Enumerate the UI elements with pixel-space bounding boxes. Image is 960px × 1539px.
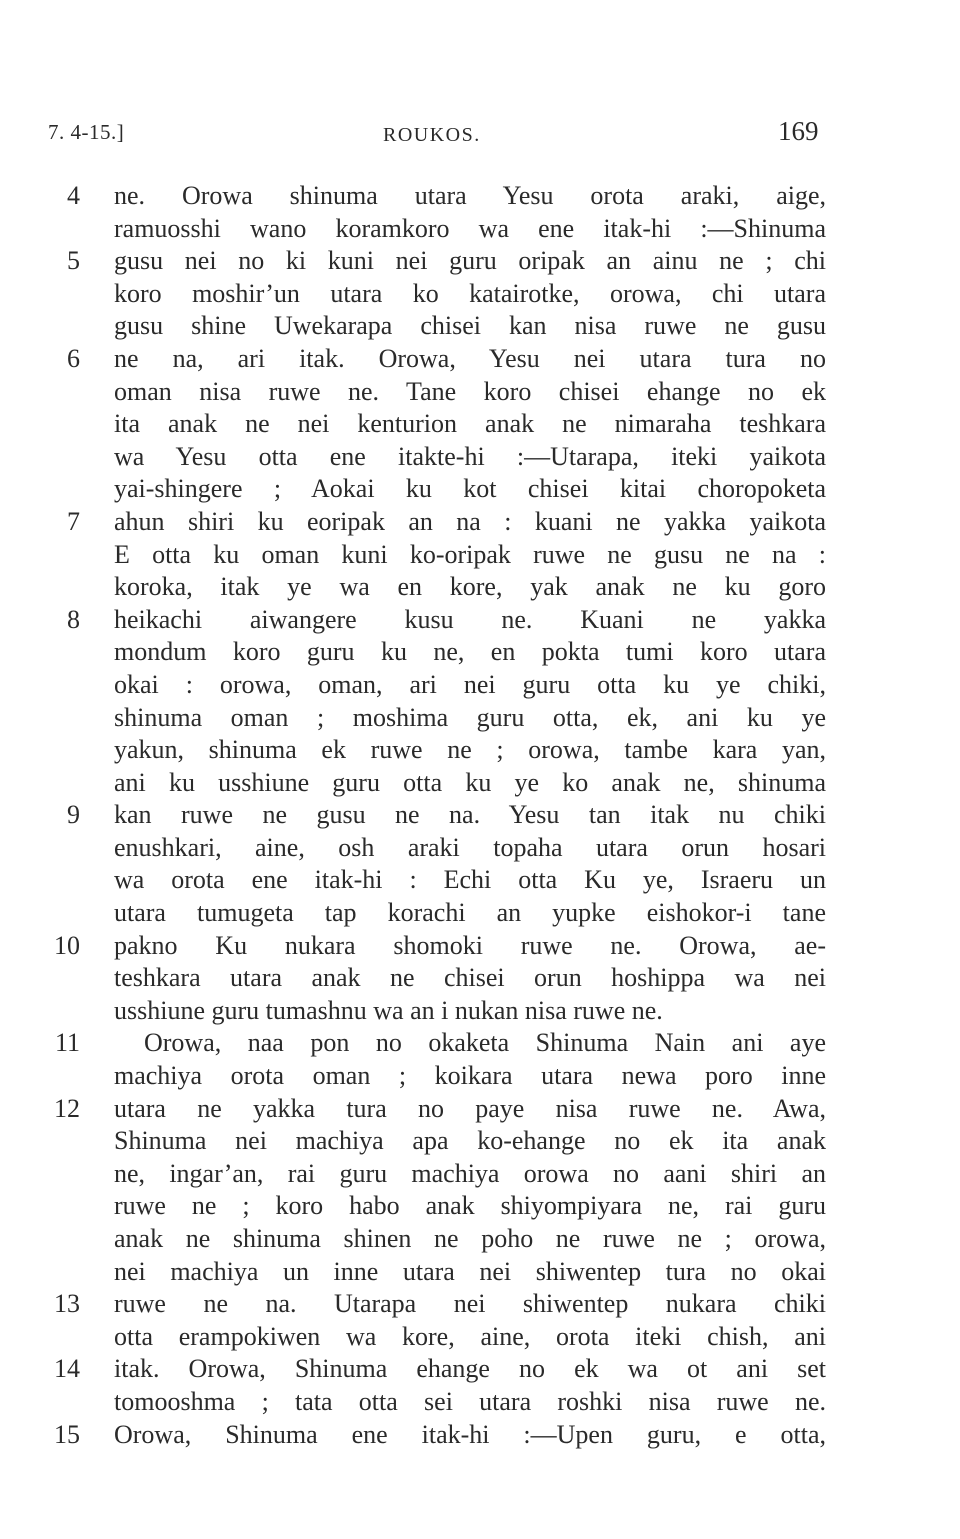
line-text: oman nisa ruwe ne. Tane koro chisei ehange no ek <box>114 376 826 406</box>
text-line <box>0 1256 960 1289</box>
text-line <box>0 962 960 995</box>
line-text: itak. Orowa, Shinuma ehange no ek wa ot ani set <box>114 1354 826 1384</box>
line-text: E otta ku oman kuni ko-oripak ruwe ne gusu ne na : <box>114 539 826 569</box>
verse-number: 6 <box>67 343 80 373</box>
text-line <box>0 180 960 213</box>
text-line <box>0 1060 960 1093</box>
line-text: yai-shingere ; Aokai ku kot chisei kitai choropoketa <box>114 474 826 504</box>
line-text: ruwe ne na. Utarapa nei shiwentep nukara chiki <box>114 1289 826 1319</box>
chapter-verse-reference: 7. 4-15.] <box>48 120 125 144</box>
text-line <box>0 995 960 1028</box>
text-line <box>0 799 960 832</box>
text-body <box>0 180 960 1451</box>
line-text: ahun shiri ku eoripak an na : kuani ne yakka yaikota <box>114 506 826 536</box>
line-text: Shinuma nei machiya apa ko-ehange no ek ita anak <box>114 1126 826 1156</box>
line-text: koro moshir’un utara ko katairotke, orowa, chi utara <box>114 278 826 308</box>
text-line <box>0 1223 960 1256</box>
text-line <box>0 539 960 572</box>
page-header <box>48 116 828 152</box>
text-line <box>0 473 960 506</box>
verse-number: 12 <box>54 1093 80 1123</box>
text-line <box>0 930 960 963</box>
verse-number: 7 <box>67 506 80 536</box>
text-line <box>0 506 960 539</box>
line-text: ne na, ari itak. Orowa, Yesu nei utara tura no <box>114 343 826 373</box>
line-text: ani ku usshiune guru otta ku ye ko anak ne, shinuma <box>114 767 826 797</box>
text-line <box>0 1353 960 1386</box>
line-text: gusu nei no ki kuni nei guru oripak an ainu ne ; chi <box>114 246 826 276</box>
line-text: Orowa, Shinuma ene itak-hi :—Upen guru, e otta, <box>114 1419 826 1449</box>
text-line <box>0 1288 960 1321</box>
text-line <box>0 1027 960 1060</box>
line-text: ita anak ne nei kenturion anak ne nimaraha teshkara <box>114 409 826 439</box>
line-text: okai : orowa, oman, ari nei guru otta ku ye chiki, <box>114 669 826 699</box>
line-text: enushkari, aine, osh araki topaha utara orun hosari <box>114 832 826 862</box>
line-text: kan ruwe ne gusu ne na. Yesu tan itak nu chiki <box>114 800 826 830</box>
line-text: usshiune guru tumashnu wa an i nukan nisa ruwe ne. <box>114 995 663 1025</box>
line-text: nei machiya un inne utara nei shiwentep tura no okai <box>114 1256 826 1286</box>
line-text: pakno Ku nukara shomoki ruwe ne. Orowa, ae- <box>114 930 826 960</box>
text-line <box>0 213 960 246</box>
text-line <box>0 1386 960 1419</box>
verse-number: 13 <box>54 1289 80 1319</box>
text-line <box>0 1158 960 1191</box>
text-line <box>0 1419 960 1452</box>
line-text: heikachi aiwangere kusu ne. Kuani ne yakka <box>114 604 826 634</box>
text-line <box>0 376 960 409</box>
line-text: utara ne yakka tura no paye nisa ruwe ne. Awa, <box>114 1093 826 1123</box>
line-text: wa Yesu otta ene itakte-hi :—Utarapa, iteki yaikota <box>114 441 826 471</box>
line-text: koroka, itak ye wa en kore, yak anak ne ku goro <box>114 572 826 602</box>
text-line <box>0 604 960 637</box>
text-line <box>0 734 960 767</box>
line-text: ramuosshi wano koramkoro wa ene itak-hi :—Shinuma <box>114 213 826 243</box>
line-text: tomooshma ; tata otta sei utara roshki nisa ruwe ne. <box>114 1386 826 1416</box>
text-line <box>0 767 960 800</box>
text-line <box>0 245 960 278</box>
text-line <box>0 571 960 604</box>
line-text: ne, ingar’an, rai guru machiya orowa no aani shiri an <box>114 1158 826 1188</box>
line-text: ruwe ne ; koro habo anak shiyompiyara ne, rai guru <box>114 1191 826 1221</box>
line-text: teshkara utara anak ne chisei orun hoshippa wa nei <box>114 963 826 993</box>
line-text: otta erampokiwen wa kore, aine, orota iteki chish, ani <box>114 1321 826 1351</box>
verse-number: 9 <box>67 800 80 830</box>
line-text: shinuma oman ; moshima guru otta, ek, ani ku ye <box>114 702 826 732</box>
text-line <box>0 1190 960 1223</box>
text-line <box>0 636 960 669</box>
line-text: Orowa, naa pon no okaketa Shinuma Nain ani aye <box>144 1028 826 1058</box>
text-line <box>0 441 960 474</box>
line-text: gusu shine Uwekarapa chisei kan nisa ruwe ne gusu <box>114 311 826 341</box>
verse-number: 15 <box>54 1419 80 1449</box>
verse-number: 5 <box>67 246 80 276</box>
text-line <box>0 408 960 441</box>
text-line <box>0 1321 960 1354</box>
line-text: mondum koro guru ku ne, en pokta tumi koro utara <box>114 637 826 667</box>
text-line <box>0 669 960 702</box>
verse-number: 8 <box>67 604 80 634</box>
line-text: utara tumugeta tap korachi an yupke eishokor-i tane <box>114 898 826 928</box>
verse-number: 4 <box>67 181 80 210</box>
line-text: machiya orota oman ; koikara utara newa poro inne <box>114 1061 826 1091</box>
text-line <box>0 897 960 930</box>
text-line <box>0 343 960 376</box>
line-text: anak ne shinuma shinen ne poho ne ruwe ne ; orowa, <box>114 1224 826 1253</box>
line-text: yakun, shinuma ek ruwe ne ; orowa, tambe kara yan, <box>114 735 826 765</box>
text-line <box>0 702 960 735</box>
line-text: ne. Orowa shinuma utara Yesu orota araki, aige, <box>114 181 826 210</box>
running-title: ROUKOS. <box>383 124 481 146</box>
text-line <box>0 310 960 343</box>
line-text: wa orota ene itak-hi : Echi otta Ku ye, Israeru un <box>114 865 826 895</box>
text-line <box>0 864 960 897</box>
text-line <box>0 1125 960 1158</box>
verse-number: 14 <box>54 1354 80 1384</box>
page-number: 169 <box>778 116 819 146</box>
text-line <box>0 278 960 311</box>
verse-number: 10 <box>54 930 80 960</box>
text-line <box>0 1093 960 1126</box>
verse-number: 11 <box>54 1028 80 1058</box>
text-line <box>0 832 960 865</box>
